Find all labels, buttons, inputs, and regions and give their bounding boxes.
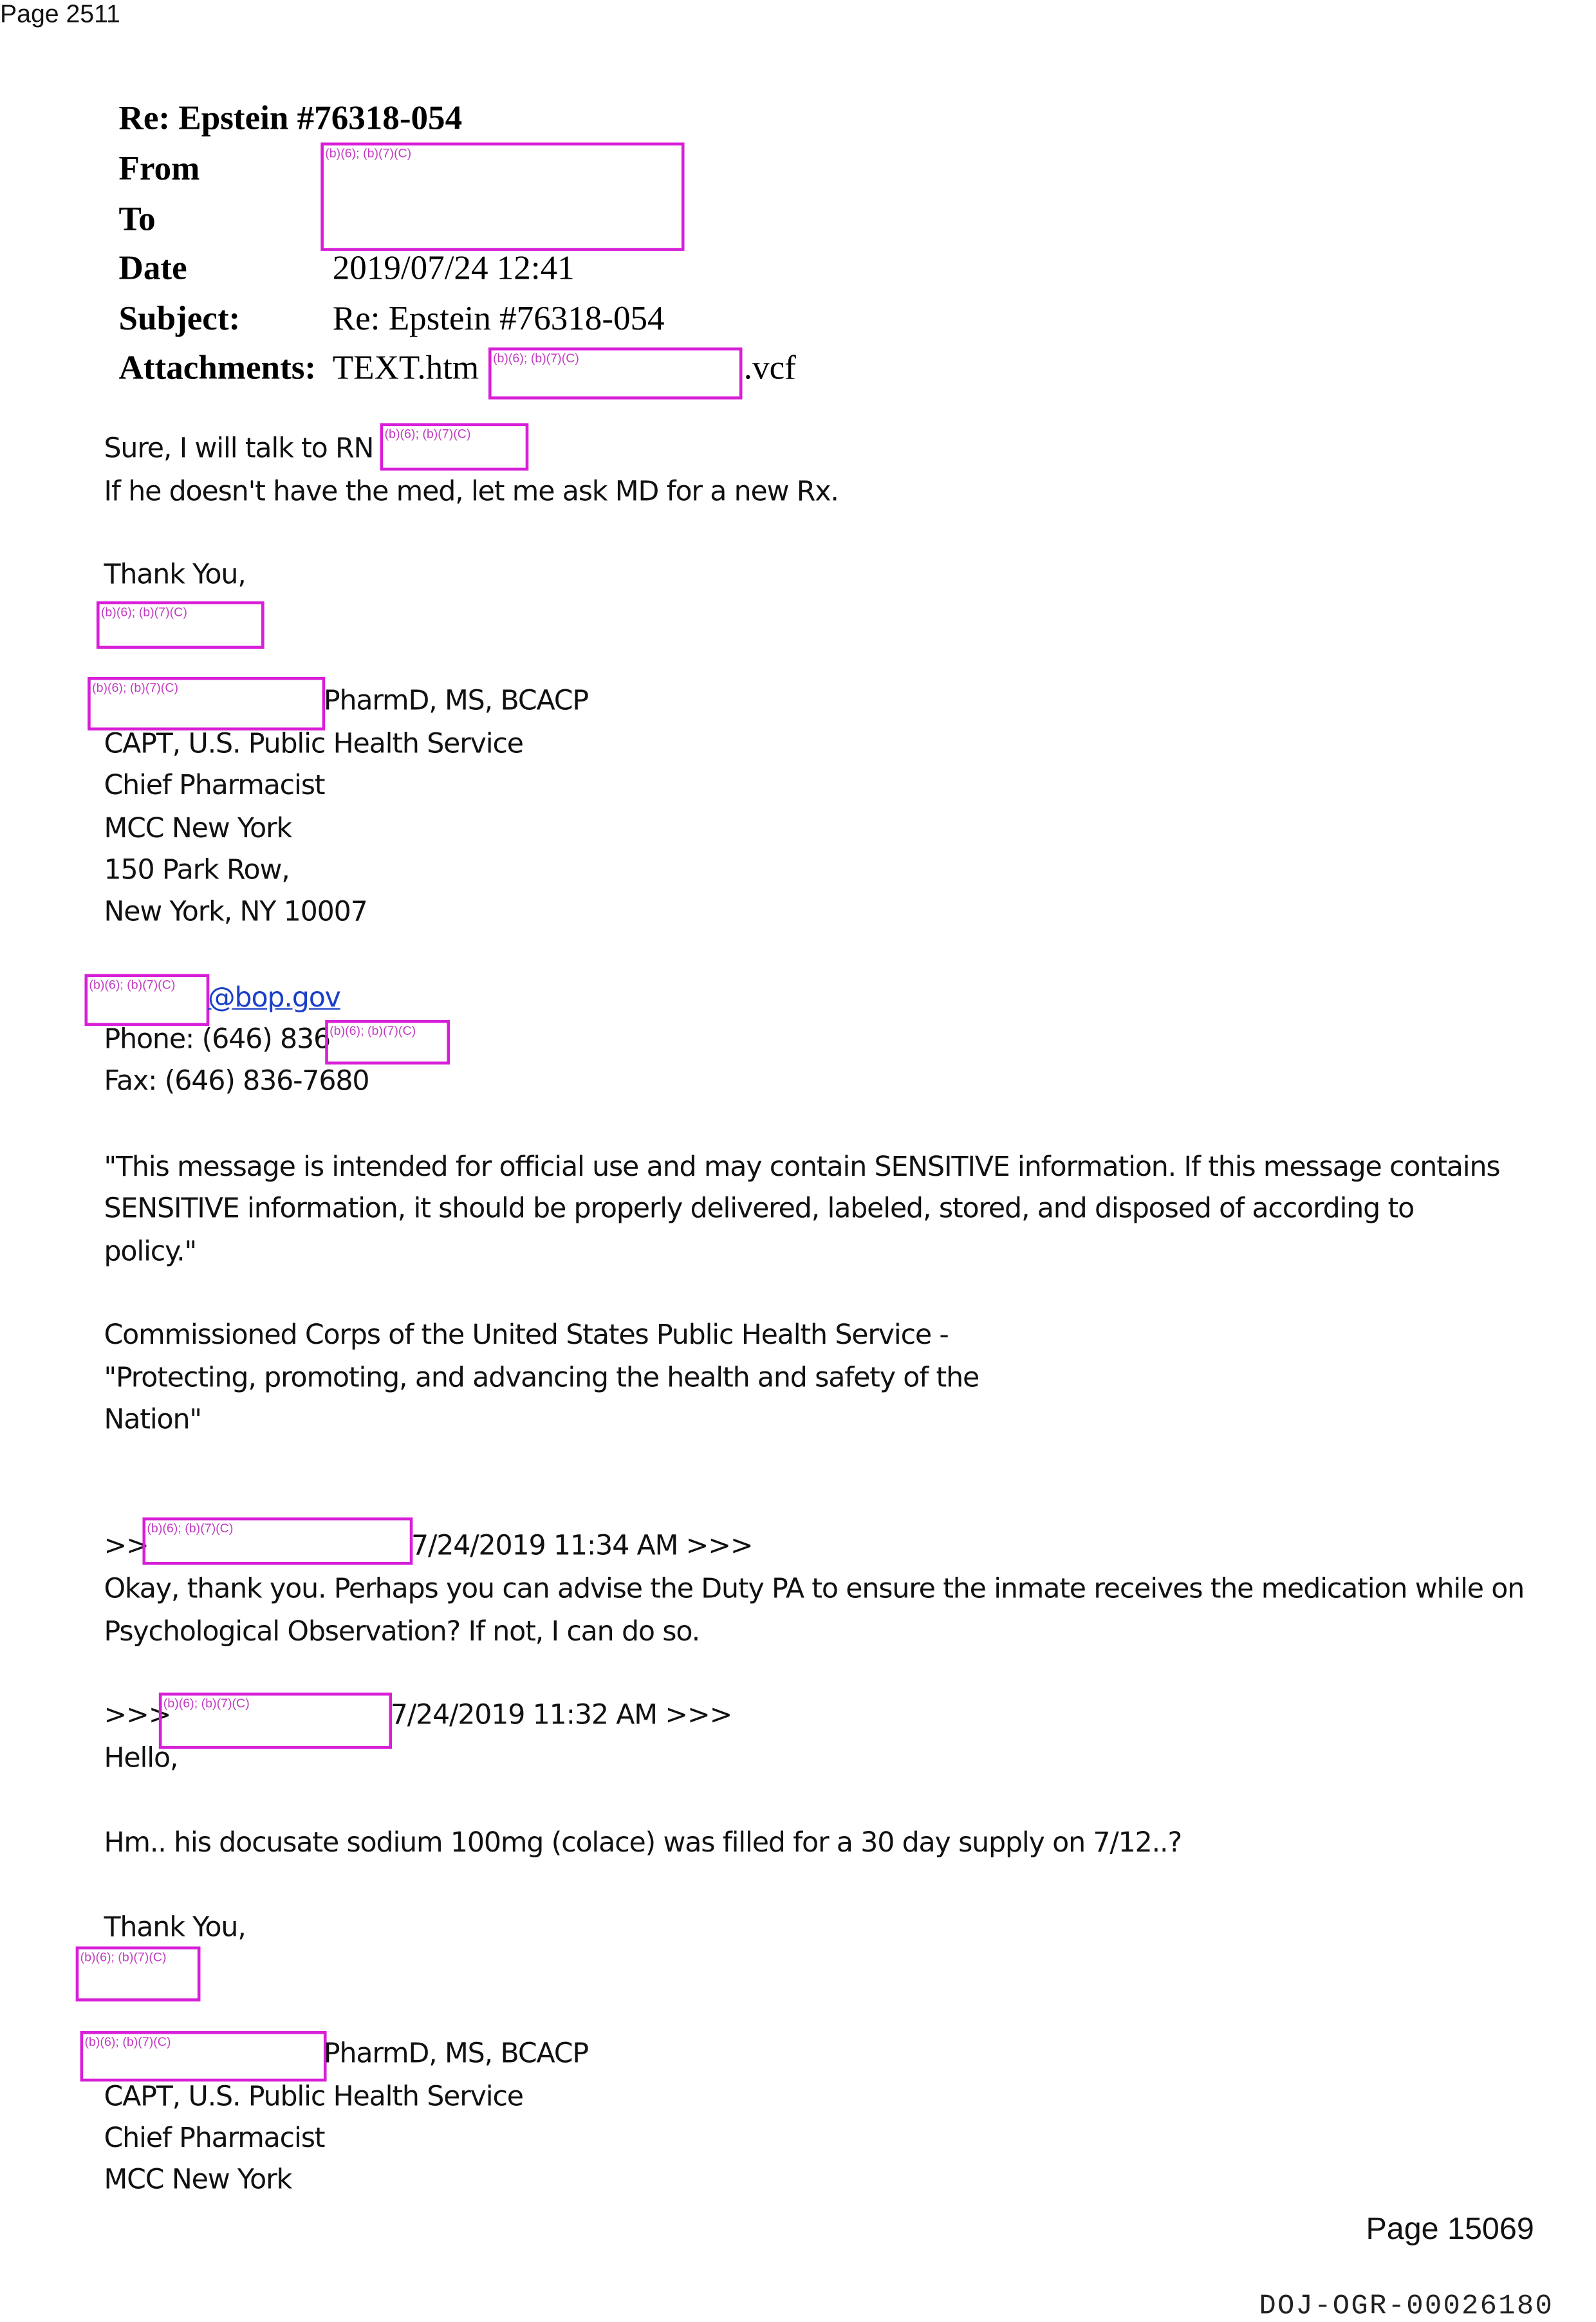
redaction-phone: [325, 1020, 450, 1064]
redaction-signer: [97, 601, 264, 649]
redaction-code: (b)(6); (b)(7)(C): [384, 426, 471, 441]
quote2-sign-off: Thank You,: [104, 1912, 246, 1944]
attachments-label: Attachments:: [118, 349, 317, 386]
notice-line: policy.": [104, 1236, 197, 1268]
redaction-code: (b)(6); (b)(7)(C): [89, 977, 176, 992]
sig-street: 150 Park Row,: [104, 855, 290, 887]
quote-prefix: >>: [104, 1530, 149, 1562]
sig-role: Chief Pharmacist: [104, 770, 325, 802]
sig-rank: CAPT, U.S. Public Health Service: [104, 729, 523, 761]
redaction-rn-name: [380, 423, 529, 470]
sig-fax: Fax: (646) 836-7680: [104, 1066, 369, 1097]
quote2-role: Chief Pharmacist: [104, 2123, 325, 2155]
redaction-code: (b)(6); (b)(7)(C): [84, 2034, 171, 2049]
notice-line: SENSITIVE information, it should be properly delivered, labeled, stored, and disposed of according to: [104, 1193, 1415, 1225]
redaction-code: (b)(6); (b)(7)(C): [100, 604, 187, 620]
sig-city: New York, NY 10007: [104, 896, 367, 928]
bates-number: DOJ-OGR-00026180: [1259, 2289, 1554, 2322]
sign-off: Thank You,: [104, 559, 246, 591]
from-label: From: [118, 150, 200, 187]
redaction-code: (b)(6); (b)(7)(C): [80, 1949, 167, 1965]
sig-credentials: PharmD, MS, BCACP: [323, 685, 589, 718]
date-value: 2019/07/24 12:41: [332, 249, 575, 287]
redaction-code: (b)(6); (b)(7)(C): [329, 1023, 416, 1038]
body-line: Sure, I will talk to RN: [104, 433, 374, 465]
email-title: Re: Epstein #76318-054: [118, 99, 463, 137]
quote2-message: Hm.. his docusate sodium 100mg (colace) was filled for a 30 day supply on 7/12..?: [104, 1827, 1182, 1859]
top-page-number: Page 2511: [0, 0, 120, 28]
sig-facility: MCC New York: [104, 813, 292, 845]
footer-page-number: Page 15069: [1366, 2212, 1534, 2247]
quote2-facility: MCC New York: [104, 2164, 292, 2197]
subject-value: Re: Epstein #76318-054: [332, 300, 665, 337]
sig-phone: Phone: (646) 836: [104, 1024, 330, 1056]
quote1-header: 7/24/2019 11:34 AM >>>: [411, 1530, 753, 1562]
redaction-code: (b)(6); (b)(7)(C): [147, 1520, 234, 1536]
email-link[interactable]: @bop.gov: [207, 983, 340, 1014]
quote1-line: Okay, thank you. Perhaps you can advise the Duty PA to ensure the inmate receives the medication while on: [104, 1574, 1525, 1605]
attachment-text-htm[interactable]: TEXT.htm: [332, 349, 479, 386]
quote1-line: Psychological Observation? If not, I can do so.: [104, 1617, 700, 1648]
body-line: If he doesn't have the med, let me ask MD for a new Rx.: [104, 476, 839, 508]
redaction-code: (b)(6); (b)(7)(C): [492, 350, 579, 366]
redaction-code: (b)(6); (b)(7)(C): [163, 1695, 250, 1711]
redaction-code: (b)(6); (b)(7)(C): [92, 680, 179, 695]
redaction-attachment: [488, 348, 742, 400]
to-label: To: [118, 200, 156, 238]
redaction-quote2-fullname: [80, 2031, 327, 2081]
attachment-vcf[interactable]: .vcf: [743, 349, 796, 386]
redaction-signer-fullname: [88, 677, 325, 730]
quote2-header: 7/24/2019 11:32 AM >>>: [390, 1700, 732, 1731]
redaction-quote2-signer: [76, 1946, 201, 2001]
motto-line: Nation": [104, 1404, 201, 1436]
notice-line: "This message is intended for official use and may contain SENSITIVE information. If this message contains: [104, 1152, 1500, 1184]
motto-line: "Protecting, promoting, and advancing the health and safety of the: [104, 1362, 979, 1395]
redaction-email-user: [84, 974, 209, 1026]
redaction-code: (b)(6); (b)(7)(C): [325, 145, 412, 161]
subject-label: Subject:: [118, 300, 241, 337]
quote2-rank: CAPT, U.S. Public Health Service: [104, 2081, 523, 2113]
quote-prefix: >>>: [104, 1700, 171, 1731]
quote2-credentials: PharmD, MS, BCACP: [323, 2038, 589, 2070]
redaction-quote2-sender: [159, 1693, 392, 1749]
redaction-from-to: [320, 142, 684, 250]
quote2-greeting: Hello,: [104, 1743, 178, 1774]
motto-line: Commissioned Corps of the United States Public Health Service -: [104, 1319, 949, 1351]
date-label: Date: [118, 249, 187, 287]
redaction-quote1-sender: [142, 1518, 413, 1565]
